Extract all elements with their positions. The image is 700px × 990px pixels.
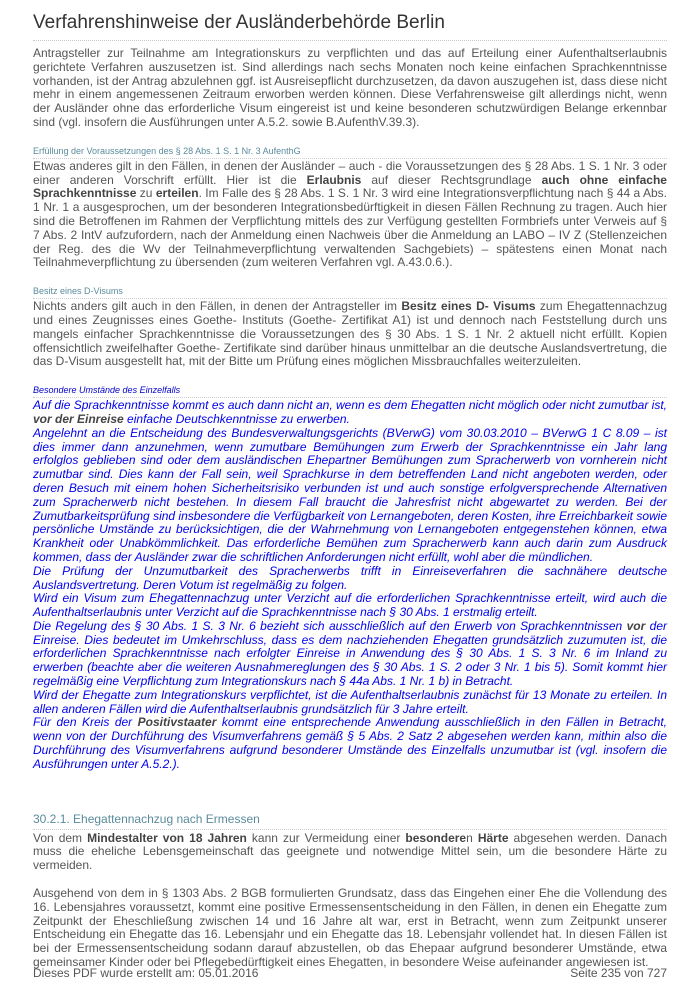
text-run: Für den Kreis der [33,715,138,730]
page-title: Verfahrenshinweise der Ausländerbehörde Berlin [33,12,667,41]
pdf-created-date: Dieses PDF wurde erstellt am: 05.01.2016 [33,966,259,980]
ermessen-paragraph-2: Ausgehend von dem in § 1303 Abs. 2 BGB formulierten Grundsatz, dass das Eingehen einer Ehe die Vollendung des 16. Lebensjahres voraussetzt, kommt eine positive Ermessensentscheidung in den Fällen, in denen ein Ehegatte zum Zeitpunkt der Eheschließung zwischen 14 und 16 Jahre alt war, erst in Betracht, wenn zum Zeitpunkt unserer Entscheidung ein Ehegatte das 16. Lebensjahr und ein Ehegatte das 18. Lebensjahr vollendet hat. In diesen Fällen ist bei der Ermessensentscheidung sodann darauf abzustellen, ob das Ehepaar aufgrund besonderer Umstände, etwa gemeinsamer Kinder oder bei Pflegebedürftigkeit eines Ehegatten, in besondere Weise aufeinander angewiesen ist. [33,886,667,970]
text-run: Die Regelung des § 30 Abs. 1 S. 3 Nr. 6 bezieht sich ausschließlich auf den Erwerb von Sprachkenntnissen [33,618,627,633]
bold-run: Besitz eines D- Visums [401,299,536,314]
text-run: Auf die Sprachkenntnisse kommt es auch dann nicht an, wenn es dem Ehegatten nicht möglich oder nicht zumutbar ist, [33,398,667,413]
text-run: Nichts anders gilt auch in den Fällen, in denen der Antragsteller im [33,299,402,314]
einzelfall-paragraph-3: Die Prüfung der Unzumutbarkeit des Spracherwerbs trifft in Einreiseverfahren die sachnähere deutsche Auslandsvertretung. Deren Votum ist regelmäßig zu folgen. [33,563,667,592]
ermessen-paragraph-1 [33,832,667,873]
bold-run: auch ohne einfache Sprachkenntnisse [33,172,667,201]
text-run: der Einreise. Dies bedeutet im Umkehrschluss, dass es dem nachziehenden Ehegatten grundsätzlich zuzumuten ist, die erforderlichen Sprachkenntnisse nach erfolgter Einreise in Anwendung des § 30 Abs. 1 S. 3 Nr. 6 im Inland zu erwerben (beachte aber die weiteren Ausnahmereglungen des § 30 Abs. 1 S. 2 oder 3 Nr. 1 bis 5). Somit kommt hier regelmäßig eine Verpflichtung zum Integrationskurs nach § 44a Abs. 1 Nr. 1 b) in Betracht. [33,618,667,689]
bold-run: Härte [477,830,509,845]
text-run: . Im Falle des § 28 Abs. 1 S. 1 Nr. 3 wird eine Integrationsverpflichtung nach § 44 a Abs. 1 Nr. 1 a ausgesprochen, um der besonderen Integrationsbedürftigkeit in diesen Fällen Rechnung zu tragen. Auch hier sind die Betroffenen im Rahmen der Verpflichtung mittels des zur Verfügung gestellten Formbriefs unter Verweis auf § 7 Abs. 2 IntV aufzufordern, nach der Anmeldung einen Nachweis über die Anmeldung an LABO – IV Z (Stellenzeichen der Reg. des die Wv der Teilnahmeverpflichtung verwaltenden Sachgebiets) – spätestens einen Monat nach Teilnahmeverpflichtung zu übersenden (zum weiteren Verfahren vgl. A.43.0.6.). [33,186,667,270]
page-number: Seite 235 von 727 [570,966,667,980]
text-run: auf dieser Rechtsgrundlage [361,172,542,187]
text-run: kommt eine entsprechende Anwendung ausschließlich in den Fällen in Betracht, wenn von der Durchführung des Visumverfahrens gemäß § 5 Abs. 2 Satz 2 abgesehen werden kann, mithin also die Durchführung des Visumverfahrens aufgrund besonderer Umstände des Einzelfalls unzumutbar ist (vgl. insofern die Ausführungen unter A.5.2.). [33,715,668,771]
section-heading-d-visum: Besitz eines D-Visums [33,286,667,299]
text-run: zu [136,186,156,201]
section-heading-einzelfall: Besondere Umstände des Einzelfalls [33,385,667,398]
page-footer [33,966,667,980]
bold-run: vor der Einreise [33,411,124,426]
einzelfall-paragraph-6: Wird der Ehegatte zum Integrationskurs verpflichtet, ist die Aufenthaltserlaubnis zunächst für 13 Monate zu erteilen. In allen anderen Fällen wird die Aufenthaltserlaubnis grundsätzlich für 3 Jahre erteilt. [33,687,667,716]
section-paragraph-nr3 [33,160,667,270]
text-run: Von dem [33,830,88,845]
einzelfall-paragraph-2: Angelehnt an die Entscheidung des Bundesverwaltungsgerichts (BVerwG) vom 30.03.2010 – BVerwG 1 C 8.09 – ist dies immer dann anzunehmen, wenn zumutbare Bemühungen zum Erwerb der Sprachkenntnisse ein Jahr lang erfolglos geblieben sind oder dem ausländischen Ehepartner Bemühungen zum Spracherwerb von vornherein nicht zumutbar sind. Dies kann der Fall sein, weil Sprachkurse in dem betreffenden Land nicht angeboten werden, oder deren Besuch mit einem hohen Sicherheitsrisiko verbunden ist und auch sonstige erfolgversprechende Alternativen zum Spracherwerb nicht bestehen. In diesem Fall braucht die Jahresfrist nicht abgewartet zu werden. Bei der Zumutbarkeitsprüfung sind insbesondere die Verfügbarkeit von Lernangeboten, deren Kosten, ihre Erreichbarkeit sowie persönliche Umstände zu berücksichtigen, die der Wahrnehmung von Lernangeboten entgegenstehen können, etwa Krankheit oder Unabkömmlichkeit. Das erforderliche Bemühen zum Spracherwerb kann auch darin zum Ausdruck kommen, dass der Ausländer zwar die schriftlichen Anforderungen nicht erfüllt, wohl aber die mündlichen. [33,425,667,564]
einzelfall-paragraph-7 [33,716,667,771]
section-paragraph-d-visum [33,300,667,369]
text-run: kann zur Vermeidung einer [246,830,406,845]
bold-run: Erlaubnis [306,172,362,187]
einzelfall-paragraph-4: Wird ein Visum zum Ehegattennachzug unter Verzicht auf die erforderlichen Sprachkenntnisse erteilt, wird auch die Aufenthaltserlaubnis unter Verzicht auf die Sprachkenntnisse nach § 30 Abs. 1 erstmalig erteilt. [33,591,667,620]
einzelfall-paragraph-1 [33,399,667,427]
text-run: zum Ehegattennachzug und eines Zeugnisses eines Goethe- Instituts (Goethe- Zertifikat A1) ist und dennoch nach Feststellung durch uns mangels einfacher Sprachkenntnisse die Voraussetzungen des § 30 Abs. 1 S. 1 Nr. 2 aktuell nicht erfüllt. Kopien offensichtlich zweifelhafter Goethe- Zertifikate sind darüber hinaus unmittelbar an die deutsche Auslandsvertretung, die das D-Visum ausgestellt hat, mit der Bitte um Prüfung eines möglichen Missbrauchfalles weiterzuleiten. [33,299,667,369]
bold-run: besondere [405,830,467,845]
text-run: n [466,830,478,845]
bold-run: Mindestalter von 18 Jahren [87,830,247,845]
paragraph-gap [33,873,667,887]
text-run: abgesehen werden. Danach muss die eheliche Lebensgemeinschaft das geeignete und notwendige Mittel sein, um die besondere Härte zu vermeiden. [33,830,668,873]
bold-run: vor [626,618,646,633]
einzelfall-paragraph-5 [33,620,667,689]
section-heading-nr3: Erfüllung der Voraussetzungen des § 28 Abs. 1 S. 1 Nr. 3 AufenthG [33,146,667,159]
intro-paragraph: Antragsteller zur Teilnahme am Integrationskurs zu verpflichten und das auf Erteilung einer Aufenthaltserlaubnis gerichtete Verfahren auszusetzen ist. Sind allerdings nach sechs Monaten noch keine einfachen Sprachkenntnisse vorhanden, ist der Antrag abzulehnen ggf. ist Ausreisepflicht durchzusetzen, da davon auszugehen ist, dass diese nicht mehr in einem angemessenen Zeitraum erworben werden können. Diese Verfahrensweise gilt allerdings nicht, wenn der Ausländer ohne das erforderliche Visum eingereist ist und keine besonderen schutzwürdigen Belange erkennbar sind (vgl. insofern die Ausführungen unter A.5.2. sowie B.AufenthV.39.3). [33,46,667,129]
text-run: Etwas anderes gilt in den Fällen, in denen der Ausländer – auch - die Voraussetzungen des § 28 Abs. 1 S. 1 Nr. 3 oder einer anderen Vorschrift erfüllt. Hier ist die [33,158,667,187]
subsection-heading-30-2-1: 30.2.1. Ehegattennachzug nach Ermessen [33,812,667,830]
text-run: einfache Deutschkenntnisse zu erwerben. [123,411,350,426]
document-page [33,12,667,970]
bold-run: erteilen [155,186,199,201]
bold-run: Positivstaater [137,715,217,730]
